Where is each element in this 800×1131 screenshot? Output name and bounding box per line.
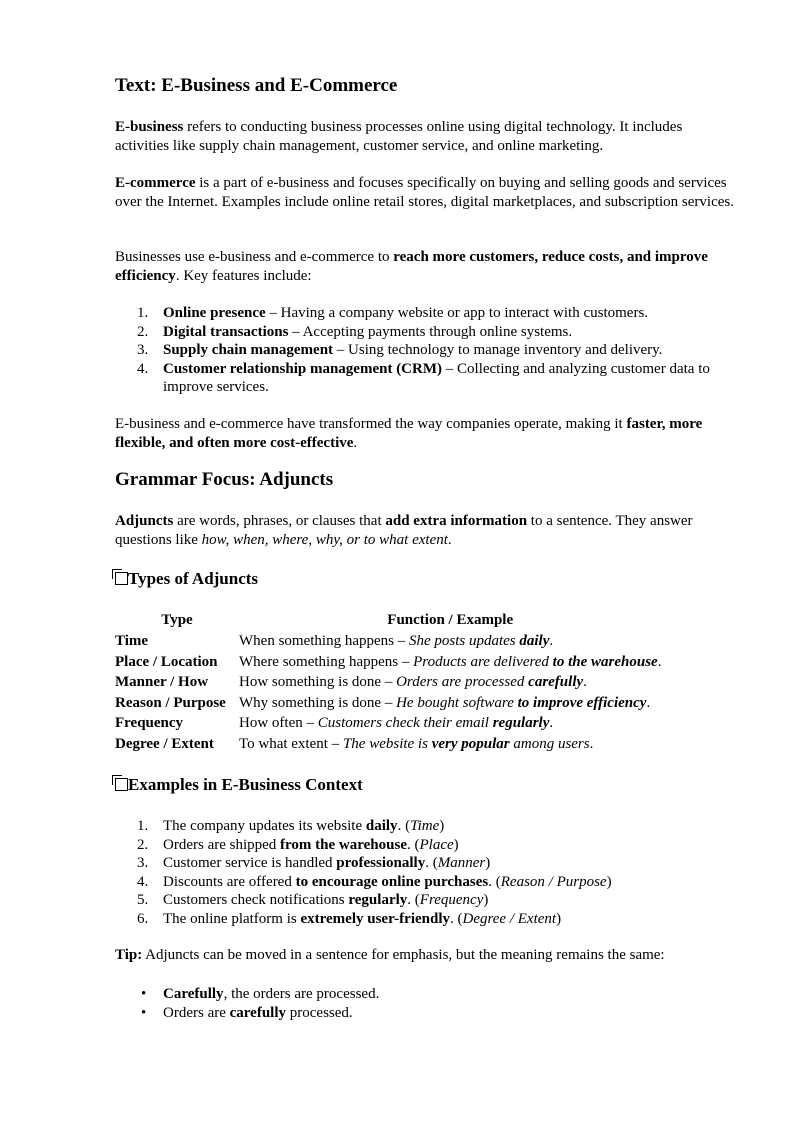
example-text — [396, 695, 646, 711]
list-number: 1. — [137, 818, 149, 834]
example-sentence: Discounts are offered — [163, 873, 296, 890]
example-adjunct: professionally — [336, 855, 426, 872]
example-adjunct: carefully — [528, 674, 584, 691]
punctuation: ) — [485, 855, 491, 872]
punctuation: . — [549, 633, 554, 649]
example-part: Customers check their email — [317, 715, 493, 732]
paragraph-ebusiness — [115, 118, 740, 155]
paragraph-text: Businesses use e-business and e-commerce to — [115, 249, 394, 265]
example-sentence: The online platform is — [163, 910, 301, 927]
feature-term: Digital transactions — [163, 323, 289, 340]
subsection-title-text: Examples in E-Business Context — [128, 775, 363, 794]
example-sentence: Orders are shipped — [163, 836, 281, 853]
table-header-row — [115, 610, 661, 631]
list-item — [115, 985, 740, 1004]
punctuation: ) — [483, 892, 489, 909]
punctuation: . ( — [488, 873, 501, 890]
example-text — [413, 654, 658, 670]
list-item — [115, 910, 740, 929]
column-header-function: Function / Example — [387, 612, 514, 629]
feature-text: – Having a company website or app to interact with customers. — [265, 305, 649, 321]
paragraph-text: E-business and e-commerce have transformed the way companies operate, making it — [115, 416, 627, 432]
paragraph-adjuncts — [115, 512, 740, 549]
example-text — [409, 633, 549, 649]
punctuation: . — [589, 735, 594, 752]
term-ecommerce: E-commerce — [115, 175, 196, 191]
example-part: Orders are processed — [396, 674, 529, 691]
paragraph-text: to a sentence. They answer questions like — [115, 513, 693, 548]
features-list — [115, 304, 740, 397]
example-part: She posts updates — [408, 633, 520, 649]
paragraph-text: is a part of e-business and focuses specifically on buying and selling goods and services over the Internet. Examples include online retail stores, digital marketplaces, and subscription services. — [115, 175, 734, 210]
example-adjunct: regularly — [492, 715, 550, 732]
adjunct-category: Place — [419, 836, 454, 853]
adjunct-function — [239, 734, 661, 755]
paragraph-ecommerce — [115, 174, 740, 211]
punctuation: . — [583, 674, 587, 691]
function-text: Why something is done – — [239, 694, 397, 711]
list-item — [115, 323, 740, 342]
table-row — [115, 631, 661, 652]
adjunct-type: Time — [115, 633, 149, 649]
checkbox-icon — [115, 572, 128, 585]
bullet-icon: • — [141, 1004, 147, 1021]
adjunct-category: Degree / Extent — [462, 910, 557, 927]
paragraph-text: are words, phrases, or clauses that — [173, 513, 386, 529]
tip-text: Adjuncts can be moved in a sentence for emphasis, but the meaning remains the same: — [142, 947, 665, 963]
example-sentence: Orders are — [163, 1004, 230, 1021]
adjuncts-table — [115, 610, 661, 755]
adjunct-type: Manner / How — [115, 674, 209, 691]
adjunct-type: Frequency — [115, 715, 184, 732]
emphasis-text: faster, more flexible, and often more cost-effective — [115, 416, 703, 451]
list-number: 5. — [137, 892, 149, 909]
function-text: How something is done – — [239, 674, 397, 691]
example-adjunct: regularly — [348, 892, 408, 909]
adjunct-function — [239, 713, 661, 734]
list-number: 4. — [137, 873, 149, 890]
punctuation: . ( — [406, 836, 420, 853]
feature-term: Customer relationship management (CRM) — [163, 360, 443, 377]
function-text: To what extent – — [239, 735, 343, 752]
subsection-title-examples — [115, 776, 363, 795]
adjunct-function — [239, 631, 661, 652]
table-row — [115, 734, 661, 755]
paragraph-text: . Key features include: — [175, 267, 312, 284]
punctuation: . ( — [450, 910, 463, 927]
example-adjunct: extremely user-friendly — [300, 910, 450, 927]
table-row — [115, 713, 661, 734]
feature-text: – Using technology to manage inventory and delivery. — [333, 342, 663, 359]
italic-text: how, when, where, why, or to what extent — [201, 531, 448, 548]
adjunct-function — [239, 672, 661, 693]
function-text: Where something happens – — [239, 653, 414, 670]
adjunct-category: Reason / Purpose — [500, 873, 607, 890]
punctuation: . — [646, 694, 651, 711]
example-part: Products are delivered — [413, 653, 553, 670]
punctuation: . ( — [425, 855, 438, 872]
punctuation: . — [549, 715, 554, 732]
example-sentence: The company updates its website — [163, 818, 366, 834]
list-item — [115, 854, 740, 873]
emphasis-text: reach more customers, reduce costs, and improve efficiency — [115, 249, 708, 284]
punctuation: . — [657, 653, 662, 670]
example-adjunct: to the warehouse — [552, 653, 658, 670]
adjunct-function — [239, 652, 661, 673]
tip-examples-list — [115, 985, 740, 1022]
table-row — [115, 693, 661, 714]
list-item — [115, 341, 740, 360]
tip-paragraph — [115, 946, 740, 965]
emphasis-text: add extra information — [385, 513, 528, 529]
list-item — [115, 360, 740, 397]
adjunct-type: Reason / Purpose — [115, 694, 226, 711]
example-text — [343, 736, 590, 752]
paragraph-text: . — [447, 531, 452, 548]
term-ebusiness: E-business — [115, 119, 184, 135]
example-adjunct: from the warehouse — [280, 836, 407, 853]
list-item — [115, 817, 740, 836]
example-part: He bought software — [396, 694, 518, 711]
list-item — [115, 891, 740, 910]
feature-term: Online presence — [163, 305, 266, 321]
paragraph-benefits — [115, 248, 740, 285]
example-sentence: Customers check notifications — [163, 892, 349, 909]
table-row — [115, 672, 661, 693]
adjunct-category: Frequency — [419, 892, 484, 909]
list-number: 1. — [137, 305, 149, 321]
example-adjunct: to improve efficiency — [517, 694, 647, 711]
example-part: The website is — [342, 735, 432, 752]
list-number: 3. — [137, 855, 149, 872]
paragraph-transformation — [115, 415, 740, 452]
example-adjunct: carefully — [229, 1004, 287, 1021]
feature-term: Supply chain management — [163, 342, 334, 359]
example-text — [318, 715, 550, 731]
tip-label: Tip: — [115, 947, 143, 963]
paragraph-text: . — [353, 434, 358, 451]
list-number: 2. — [137, 323, 149, 340]
example-sentence: Customer service is handled — [163, 855, 337, 872]
adjunct-type: Degree / Extent — [115, 735, 214, 752]
bullet-icon: • — [141, 986, 147, 1002]
punctuation: . ( — [407, 892, 420, 909]
list-item — [115, 1004, 740, 1023]
list-number: 3. — [137, 342, 149, 359]
adjunct-type: Place / Location — [115, 653, 218, 670]
example-part: among users — [509, 735, 590, 752]
subsection-title-text: Types of Adjuncts — [128, 569, 259, 588]
checkbox-icon — [115, 778, 128, 791]
punctuation: ) — [556, 910, 562, 927]
adjunct-category: Time — [410, 818, 440, 834]
list-number: 4. — [137, 360, 149, 377]
adjunct-function — [239, 693, 661, 714]
function-text: When something happens – — [239, 633, 409, 649]
example-adjunct: daily — [365, 818, 398, 834]
list-number: 6. — [137, 910, 149, 927]
example-text — [396, 674, 583, 690]
feature-text: – Collecting and analyzing customer data to improve services. — [163, 360, 710, 396]
example-sentence: , the orders are processed. — [223, 986, 380, 1002]
column-header-type: Type — [161, 612, 193, 629]
table-row — [115, 652, 661, 673]
paragraph-text: refers to conducting business processes online using digital technology. It includes activities like supply chain management, customer service, and online marketing. — [115, 119, 683, 154]
example-adjunct: Carefully — [163, 986, 224, 1002]
punctuation: ) — [606, 873, 612, 890]
punctuation: ) — [453, 836, 459, 853]
punctuation: . ( — [397, 818, 411, 834]
term-adjuncts: Adjuncts — [115, 513, 174, 529]
examples-list — [115, 817, 740, 929]
example-adjunct: to encourage online purchases — [295, 873, 489, 890]
example-adjunct: very popular — [431, 735, 510, 752]
subsection-title-types — [115, 570, 258, 589]
example-adjunct: daily — [519, 633, 550, 649]
punctuation: ) — [439, 818, 445, 834]
feature-text: – Accepting payments through online systems. — [288, 323, 573, 340]
list-number: 2. — [137, 836, 149, 853]
adjunct-category: Manner — [437, 855, 486, 872]
list-item — [115, 304, 740, 323]
example-sentence: processed. — [286, 1004, 353, 1021]
section-title-grammar: Grammar Focus: Adjuncts — [115, 469, 334, 490]
section-title-ebusiness: Text: E-Business and E-Commerce — [115, 75, 398, 96]
function-text: How often – — [239, 715, 318, 732]
list-item — [115, 873, 740, 892]
list-item — [115, 836, 740, 855]
